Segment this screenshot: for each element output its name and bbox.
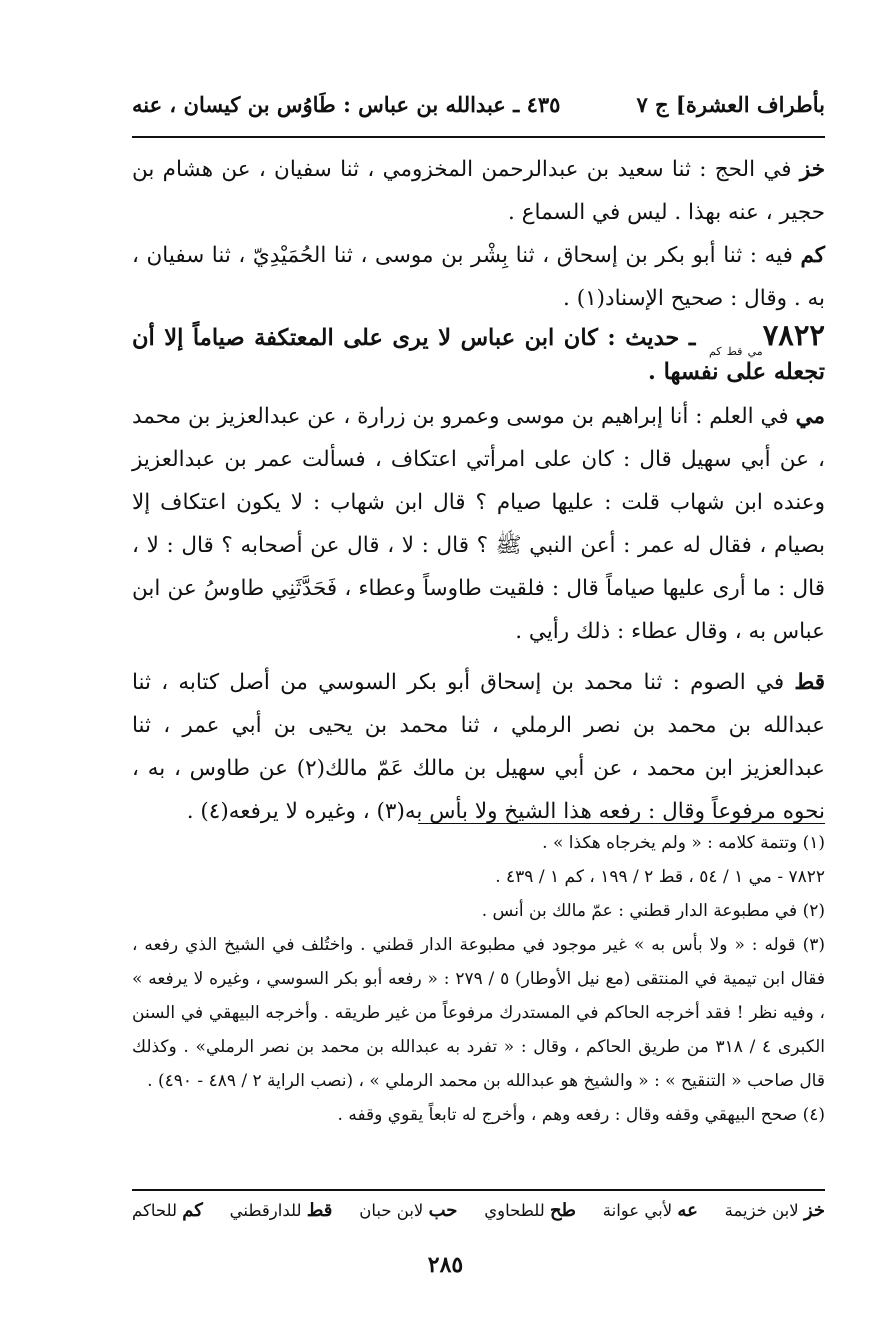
legend-name: للحاكم — [132, 1201, 178, 1220]
paragraph-hakim — [132, 234, 825, 320]
paragraph-khuzayma — [132, 148, 825, 234]
legend-item — [603, 1196, 698, 1226]
legend-code: عه — [677, 1200, 698, 1221]
abbreviation-legend — [132, 1196, 825, 1226]
footnotes — [132, 826, 825, 1132]
paragraph-text: في العلم : أنا إبراهيم بن موسى وعمرو بن زرارة ، عن عبدالعزيز بن محمد ، عن أبي سهيل قال : كان على امرأتي اعتكاف ، فسألت عمر بن عبدالعزيز وعنده ابن شهاب قلت : عليها صيام ؟ قال ابن شهاب : لا يكون اعتكاف إلا بصيام ، فقال له عمر : أعن النبي ﷺ ؟ قال : لا ، قال عن أصحابه ؟ قال : لا ، قال : ما أرى عليها صياماً قال : فلقيت طاوساً وعطاء ، فَحَدَّثَنِي طاوسُ عن ابن عباس به ، وقال عطاء : ذلك رأيي . — [132, 404, 825, 644]
footnote: (٢) في مطبوعة الدار قطني : عمّ مالك بن أنس . — [481, 901, 825, 921]
legend-name: للطحاوي — [484, 1201, 545, 1220]
legend-name: لابن خزيمة — [724, 1201, 799, 1220]
hadith-source-codes: مي قط كم — [708, 345, 763, 358]
footnote: ٧٨٢٢ - مي ١ / ٥٤ ، قط ٢ / ١٩٩ ، كم ١ / ٤٣٩ . — [495, 867, 825, 887]
hadith-text: ـ حديث : كان ابن عباس لا يرى على المعتكفة صياماً إلا أن تجعله على نفسها . — [132, 325, 825, 385]
hadith-heading — [132, 320, 825, 387]
legend-code: قط — [306, 1200, 333, 1221]
paragraph-text: في الصوم : ثنا محمد بن إسحاق أبو بكر السوسي من أصل كتابه ، ثنا عبدالله بن محمد بن نصر الرملي ، ثنا محمد بن يحيى بن أبي عمر ، ثنا عبدالعزيز ابن محمد ، عن أبي سهيل بن مالك عَمّ مالك(٢) عن طاوس ، به ، نحوه مرفوعاً وقال : رفعه هذا الشيخ ولا بأس به(٣) ، وغيره لا يرفعه(٤) . — [132, 670, 825, 824]
source-code: قط — [794, 670, 825, 695]
paragraph-text: فيه : ثنا أبو بكر بن إسحاق ، ثنا بِشْر بن موسى ، ثنا الحُمَيْدِيّ ، ثنا سفيان ، به . وقال : صحيح الإسناد(١) . — [132, 243, 825, 311]
legend-name: للدارقطني — [229, 1201, 302, 1220]
legend-item — [359, 1196, 457, 1226]
footnote: (٣) قوله : « ولا بأس به » غير موجود في مطبوعة الدار قطني . واختُلف في الشيخ الذي رفعه ، فقال ابن تيمية في المنتقى (مع نيل الأوطار) ٥ / ٢٧٩ : « رفعه أبو بكر السوسي ، وغيره لا يرفعه » ، وفيه نظر ! فقد أخرجه الحاكم في المستدرك مرفوعاً من غير طريقه . وأخرجه البيهقي في السنن الكبرى ٤ / ٣١٨ من طريق الحاكم ، وقال : « تفرد به عبدالله بن محمد بن نصر الرملي» . وكذلك قال صاحب « التنقيح » : « والشيخ هو عبدالله بن محمد الرملي » ، (نصب الراية ٢ / ٤٨٩ - ٤٩٠) . — [132, 935, 825, 1091]
paragraph-text: في الحج : ثنا سعيد بن عبدالرحمن المخزومي ، ثنا سفيان ، عن هشام بن حجير ، عنه بهذا . ليس في السماع . — [132, 157, 825, 225]
legend-item — [230, 1196, 333, 1226]
source-code: كم — [800, 243, 825, 268]
legend-name: لأبي عوانة — [602, 1201, 673, 1220]
legend-name: لابن حبان — [359, 1201, 424, 1220]
footnote-divider — [418, 823, 825, 824]
source-code: خز — [799, 157, 825, 182]
footnote: (٤) صحح البيهقي وقفه وقال : رفعه وهم ، وأخرج له تابعاً يقوي وقفه . — [337, 1105, 825, 1125]
footnote: (١) وتتمة كلامه : « ولم يخرجاه هكذا » . — [542, 833, 825, 853]
main-text — [132, 148, 825, 833]
paragraph-darimi — [132, 395, 825, 653]
legend-code: طح — [550, 1200, 576, 1221]
header-divider — [132, 136, 825, 138]
legend-code: كم — [182, 1200, 203, 1221]
header-volume: بأطراف العشرة] ج ٧ — [636, 92, 825, 117]
hadith-number: ٧٨٢٢ — [762, 318, 825, 352]
legend-item — [484, 1196, 576, 1226]
source-code: مي — [795, 404, 825, 429]
legend-code: خز — [803, 1200, 825, 1221]
running-header — [132, 92, 825, 132]
page-number: ٢٨٥ — [427, 1252, 464, 1278]
legend-code: حب — [428, 1200, 458, 1221]
legend-divider — [132, 1189, 825, 1191]
legend-item — [725, 1196, 825, 1226]
legend-item — [132, 1196, 203, 1226]
header-chapter: ٤٣٥ ـ عبدالله بن عباس : طَاوُس بن كيسان ، عنه — [132, 92, 561, 117]
paragraph-daraqutni — [132, 661, 825, 833]
